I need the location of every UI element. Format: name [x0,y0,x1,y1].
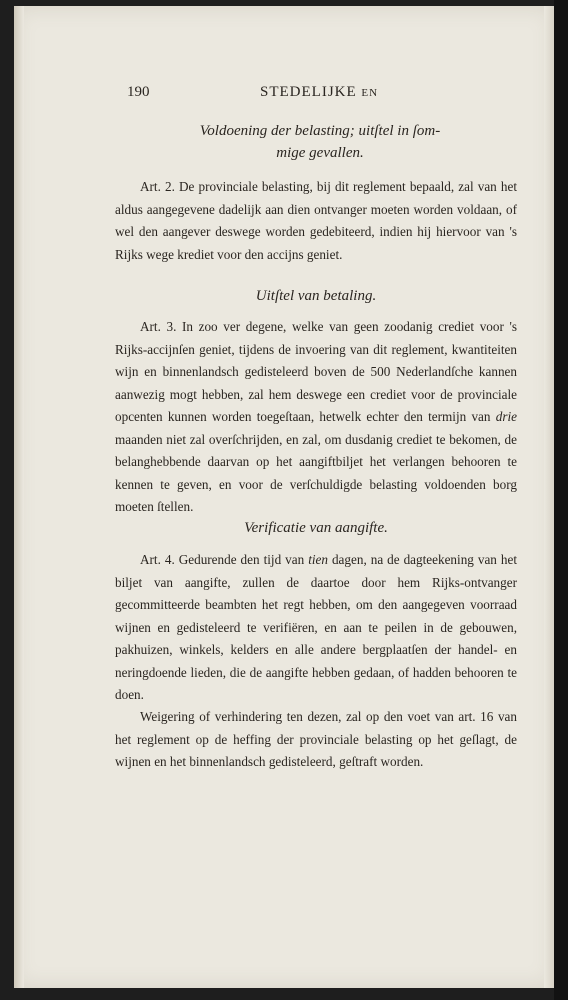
art-3-emphasis: drie [495,409,518,424]
art-4-text-before: Art. 4. Gedurende den tijd van [140,552,305,567]
running-head [115,84,517,104]
heading-line-1: Voldoening der belasting; uitſtel in ſom- [199,123,441,139]
art-4-text-after: dagen, na de dagteekening van het biljet van aangifte, zullen de daartoe door hem Rijks-ontvanger gecommitteerde beambten het regt hebben, om den aangegeven voorraad wijnen en gedisteleerd te verifiëren, en aan te peilen in de gebouwen, pakhuizen, winkels, kelders en alle andere bergplaatſen der handel- en neringdoende lieden, die de aangifte hebben gedaan, of hadden behooren te doen. [115,552,517,702]
page-edge-left [14,6,24,988]
page-edge-right [544,6,554,988]
running-title [260,84,378,101]
page-number: 190 [127,84,150,100]
paragraph-art-4 [115,549,517,707]
section-heading-voldoening [150,120,490,164]
weigering-text: Weigering of verhindering ten dezen, zal op den voet van art. 16 van het reglement op de heffing der provinciale belasting op het geſlagt, de wijnen en het binnenlandsch gedisteleerd, geſtraft worden. [115,709,517,769]
heading-line-2: mige gevallen. [276,145,364,161]
section-heading-uitstel: Uitſtel van betaling. [255,288,377,304]
art-3-text-before: Art. 3. In zoo ver degene, welke van geen zoodanig crediet voor 's Rijks-accijnſen geniet, tijdens de invoering van dit reglement, kwantiteiten wijn en binnenlandsch gedisteleerd boven de 500 Nederlandſche kannen aanwezig mogt hebben, zal hem deswege een crediet voor de provinciale opcenten kunnen worden toegeſtaan, hetwelk echter den termijn van [115,319,517,424]
art-3-text-after: maanden niet zal overſchrijden, en zal, om dusdanig crediet te bekomen, de belanghebbende daarvan op het aangiftbiljet het verlangen behooren te kennen te geven, en voor de verſchuldigde belasting voldoenden borg moeten ſtellen. [115,431,517,514]
paragraph-art-3 [115,316,517,519]
paragraph-weigering [115,706,517,774]
running-title-small: EN [361,87,379,99]
running-title-main: STEDELIJKE [260,84,357,100]
section-heading-verificatie: Verificatie van aangifte. [244,520,388,536]
paragraph-art-2 [115,176,517,266]
art-2-text: Art. 2. De provinciale belasting, bij dit reglement bepaald, zal van het aldus aangegevene dadelijk aan dien ontvanger moeten worden voldaan, of wel den aangever deswege worden gedebiteerd, indien hij hiervoor van 's Rijks wege krediet voor den accijns geniet. [115,179,517,262]
book-spine [554,0,568,1000]
art-4-emphasis: tien [308,552,328,567]
